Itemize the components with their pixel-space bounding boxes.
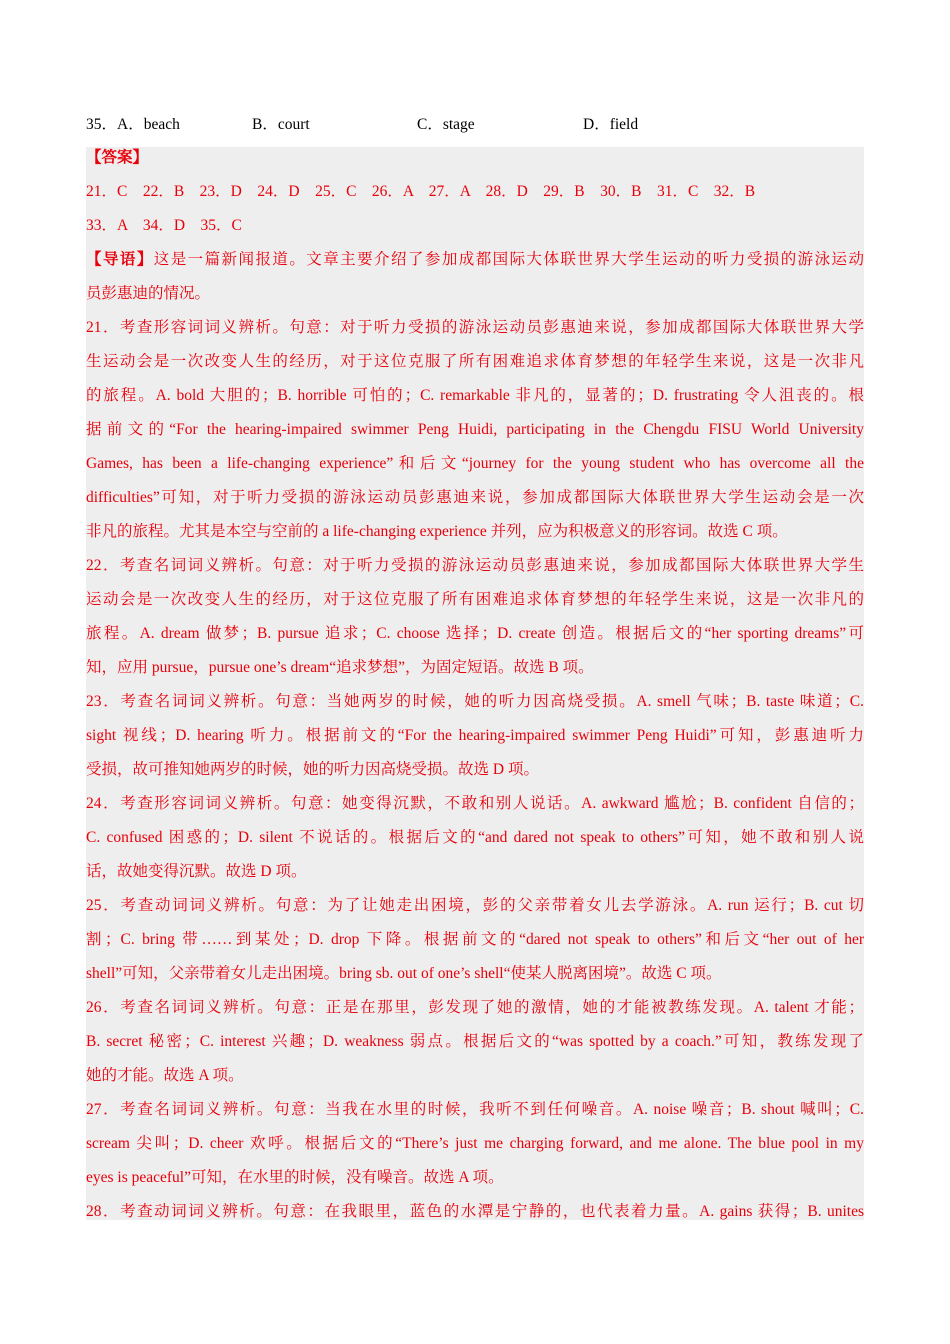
explanation-line: 运动会是一次改变人生的经历，对于这位克服了所有困难追求体育梦想的年轻学生来说，这是一次非凡的 (86, 591, 864, 608)
explanation-line: sight 视线；D. hearing 听力。根据前文的“For the hearing-impaired swimmer Peng Huidi”可知，彭惠迪听力 (86, 727, 864, 744)
explanation-line: 非凡的旅程。尤其是本空与空前的 a life-changing experience 并列，应为积极意义的形容词。故选 C 项。 (86, 523, 788, 540)
intro-line-1 (86, 243, 864, 277)
explanation-line: 她的才能。故选 A 项。 (86, 1067, 244, 1084)
intro-text-1: 这是一篇新闻报道。文章主要介绍了参加成都国际大体联世界大学生运动的听力受损的游泳运动 (153, 251, 864, 268)
explanation-line: 28．考查动词词义辨析。句意：在我眼里，蓝色的水潭是宁静的，也代表着力量。A. gains 获得；B. unites (86, 1203, 864, 1220)
explanation-line: C. confused 困惑的；D. silent 不说话的。根据后文的“and dared not speak to others”可知，她不敢和别人说 (86, 829, 864, 846)
intro-label: 【导语】 (86, 251, 154, 268)
explanation-line: 旅程。A. dream 做梦；B. pursue 追求；C. choose 选择；D. create 创造。根据后文的“her sporting dreams”可 (86, 625, 864, 642)
explanation-line: 据前文的“For the hearing-impaired swimmer Peng Huidi, participating in the Chengdu FISU World University (86, 421, 864, 438)
answer-key-line-2: 33．A 34．D 35．C (86, 217, 242, 234)
explanation-line: 话，故她变得沉默。故选 D 项。 (86, 863, 307, 880)
answer-header: 【答案】 (86, 149, 149, 166)
explanation-line: 27．考查名词词义辨析。句意：当我在水里的时候，我听不到任何噪音。A. noise 噪音；B. shout 喊叫；C. (86, 1101, 864, 1118)
explanation-line: 26．考查名词词义辨析。句意：正是在那里，彭发现了她的激情，她的才能被教练发现。A. talent 才能； (86, 999, 864, 1016)
explanation-line: shell”可知，父亲带着女儿走出困境。bring sb. out of one’s shell“使某人脱离困境”。故选 C 项。 (86, 965, 722, 982)
explanation-line: 受损，故可推知她两岁的时候，她的听力因高烧受损。故选 D 项。 (86, 761, 539, 778)
explanation-line: B. secret 秘密；C. interest 兴趣；D. weakness 弱点。根据后文的“was spotted by a coach.”可知，教练发现了 (86, 1033, 864, 1050)
option-a: 35．A．beach (86, 116, 180, 133)
answer-section (86, 147, 864, 1220)
explanation-line: 割；C. bring 带……到某处；D. drop 下降。根据前文的“dared not speak to others”和后文“her out of her (86, 931, 864, 948)
explanation-line: 23．考查名词词义辨析。句意：当她两岁的时候，她的听力因高烧受损。A. smell 气味；B. taste 味道；C. (86, 693, 864, 710)
explanation-line: 21．考查形容词词义辨析。句意：对于听力受损的游泳运动员彭惠迪来说，参加成都国际大体联世界大学 (86, 319, 864, 336)
explanation-line: 22．考查名词词义辨析。句意：对于听力受损的游泳运动员彭惠迪来说，参加成都国际大体联世界大学生 (86, 557, 864, 574)
explanation-line: 24．考查形容词词义辨析。句意：她变得沉默，不敢和别人说话。A. awkward 尴尬；B. confident 自信的； (86, 795, 864, 812)
option-c: C．stage (417, 116, 475, 133)
option-d: D．field (583, 116, 639, 133)
explanation-line: Games, has been a life-changing experience”和后文“journey for the young student who has overcome all the (86, 455, 864, 472)
explanation-line: 25．考查动词词义辨析。句意：为了让她走出困境，彭的父亲带着女儿去学游泳。A. run 运行；B. cut 切 (86, 897, 864, 914)
explanation-line: scream 尖叫；D. cheer 欢呼。根据后文的“There’s just me charging forward, and me alone. The blue pool in my (86, 1135, 864, 1152)
explanation-line: eyes is peaceful”可知，在水里的时候，没有噪音。故选 A 项。 (86, 1169, 504, 1186)
intro-line-2: 员彭惠迪的情况。 (86, 285, 211, 302)
explanation-line: 的旅程。A. bold 大胆的；B. horrible 可怕的；C. remarkable 非凡的，显著的；D. frustrating 令人沮丧的。根 (86, 387, 864, 404)
option-b: B．court (252, 116, 310, 133)
answer-key-line-1: 21．C 22．B 23．D 24．D 25．C 26．A 27．A 28．D 29．B 30．B 31．C 32．B (86, 183, 756, 200)
explanation-line: 知，应用 pursue，pursue one’s dream“追求梦想”，为固定短语。故选 B 项。 (86, 659, 594, 676)
explanation-line: 生运动会是一次改变人生的经历，对于这位克服了所有困难追求体育梦想的年轻学生来说，这是一次非凡 (86, 353, 864, 370)
explanation-line: difficulties”可知，对于听力受损的游泳运动员彭惠迪来说，参加成都国际大体联世界大学生运动会是一次 (86, 489, 864, 506)
